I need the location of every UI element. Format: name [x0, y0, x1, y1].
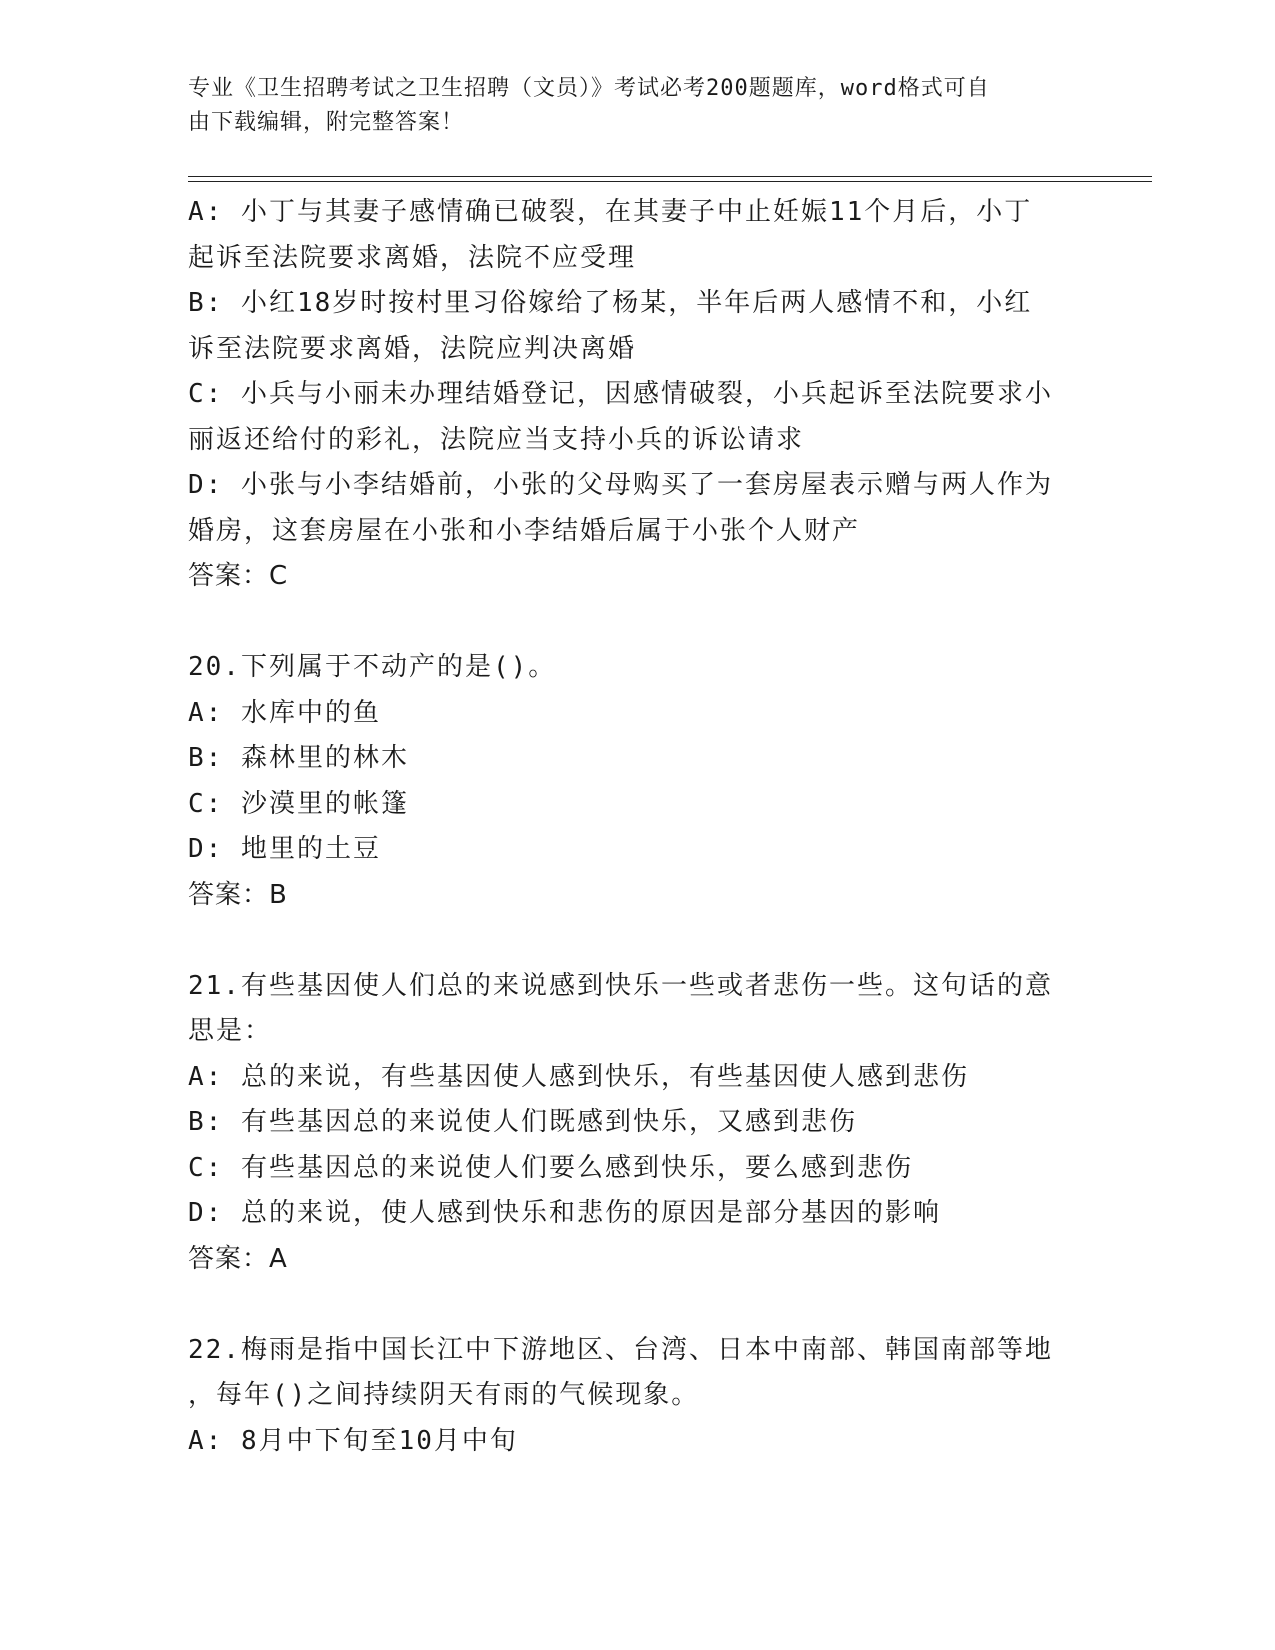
- answer: 答案：B: [188, 879, 288, 910]
- option-c: C: 沙漠里的帐篷: [188, 788, 409, 819]
- option-d-line-2: 婚房，这套房屋在小张和小李结婚后属于小张个人财产: [188, 515, 861, 546]
- spacer: [188, 1282, 1088, 1328]
- option-c-line-2: 丽返还给付的彩礼，法院应当支持小兵的诉讼请求: [188, 424, 805, 455]
- header-line-2: 由下载编辑，附完整答案！: [188, 110, 465, 135]
- option-c-line-1: C: 小兵与小丽未办理结婚登记，因感情破裂，小兵起诉至法院要求小: [188, 379, 1053, 409]
- option-d: D: 地里的土豆: [188, 834, 381, 864]
- question-text-line-2: ，每年()之间持续阴天有雨的气候现象。: [188, 1380, 700, 1410]
- question-19: [188, 190, 1088, 600]
- question-text: 20.下列属于不动产的是()。: [188, 652, 557, 682]
- option-a: A: 水库中的鱼: [188, 697, 381, 728]
- option-b-line-1: B: 小红18岁时按村里习俗嫁给了杨某，半年后两人感情不和，小红: [188, 288, 1033, 318]
- question-20: [188, 645, 1088, 918]
- option-d-line-1: D: 小张与小李结婚前，小张的父母购买了一套房屋表示赠与两人作为: [188, 470, 1053, 500]
- option-b: B: 有些基因总的来说使人们既感到快乐，又感到悲伤: [188, 1107, 857, 1137]
- question-text-line-2: 思是：: [188, 1016, 273, 1046]
- option-a: A: 总的来说，有些基因使人感到快乐，有些基因使人感到悲伤: [188, 1061, 969, 1092]
- option-c: C: 有些基因总的来说使人们要么感到快乐，要么感到悲伤: [188, 1152, 913, 1183]
- spacer: [188, 918, 1088, 964]
- header-divider-top: [188, 176, 1152, 177]
- question-22: [188, 1328, 1088, 1465]
- question-21: [188, 964, 1088, 1283]
- option-d: D: 总的来说，使人感到快乐和悲伤的原因是部分基因的影响: [188, 1198, 941, 1228]
- option-b-line-2: 诉至法院要求离婚，法院应判决离婚: [188, 333, 637, 364]
- page-header: [188, 72, 1068, 140]
- option-a-line-1: A: 小丁与其妻子感情确已破裂，在其妻子中止妊娠11个月后，小丁: [188, 197, 1033, 227]
- header-divider-bottom: [188, 181, 1152, 182]
- answer: 答案：C: [188, 561, 289, 591]
- option-a-line-2: 起诉至法院要求离婚，法院不应受理: [188, 242, 637, 273]
- question-text-line-1: 21.有些基因使人们总的来说感到快乐一些或者悲伤一些。这句话的意: [188, 970, 1053, 1001]
- option-b: B: 森林里的林木: [188, 743, 409, 773]
- answer: 答案：A: [188, 1243, 288, 1274]
- option-a: A: 8月中下旬至10月中旬: [188, 1425, 518, 1456]
- header-line-1: 专业《卫生招聘考试之卫生招聘（文员）》考试必考200题题库，word格式可自: [188, 76, 990, 101]
- question-list: [188, 190, 1088, 1464]
- spacer: [188, 600, 1088, 646]
- question-text-line-1: 22.梅雨是指中国长江中下游地区、台湾、日本中南部、韩国南部等地: [188, 1334, 1053, 1365]
